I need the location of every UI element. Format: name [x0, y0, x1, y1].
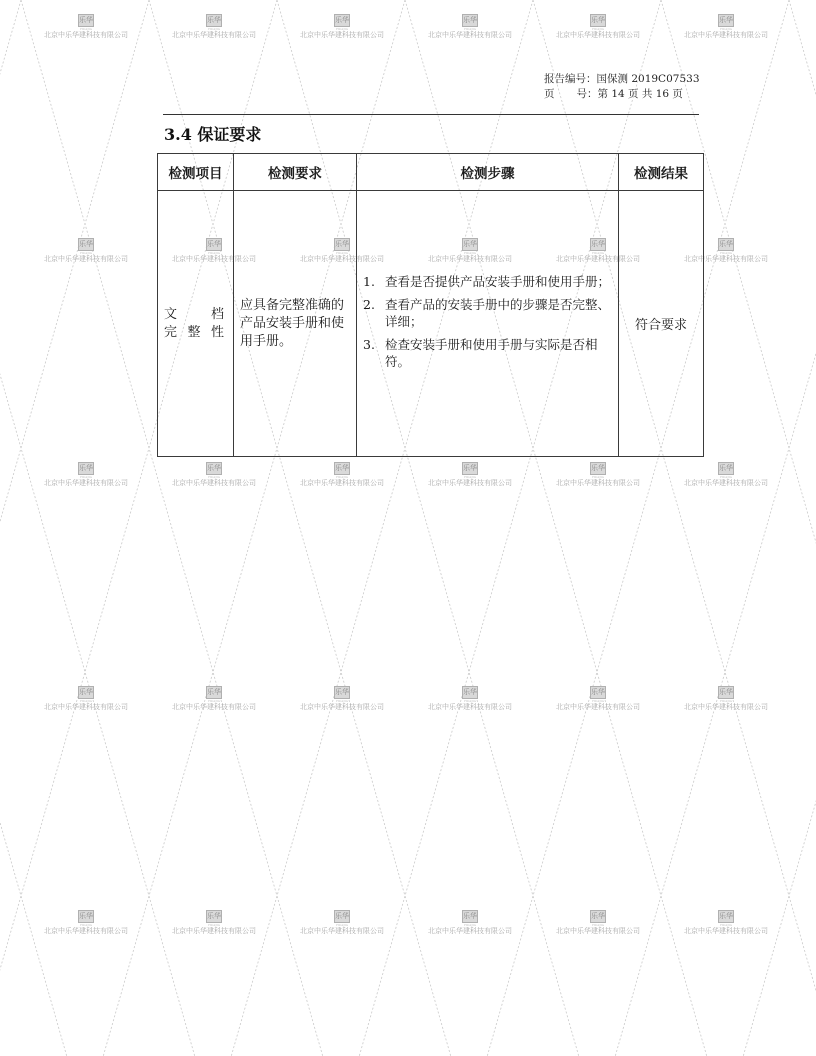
watermark-logo-icon: 乐华 — [78, 462, 94, 475]
watermark-company-name: 北京中乐华建科技有限公司 — [44, 479, 128, 487]
watermark-logo-subtext: HUAJIA — [336, 923, 348, 927]
watermark-logo-subtext: HUAJIA — [464, 251, 476, 255]
watermark-logo-subtext: HUAJIA — [208, 475, 220, 479]
watermark-company-name: 北京中乐华建科技有限公司 — [684, 703, 768, 711]
header-divider — [163, 114, 699, 115]
watermark-company-name: 北京中乐华建科技有限公司 — [172, 927, 256, 935]
watermark-logo-icon: 乐华 — [334, 910, 350, 923]
report-header — [544, 72, 700, 102]
watermark-logo-subtext: HUAJIA — [80, 923, 92, 927]
watermark-company-name: 北京中乐华建科技有限公司 — [428, 31, 512, 39]
watermark-logo-icon: 乐华 — [334, 238, 350, 251]
watermark-logo-icon: 乐华 — [718, 238, 734, 251]
watermark-company-name: 北京中乐华建科技有限公司 — [300, 703, 384, 711]
watermark-logo-subtext: HUAJIA — [464, 699, 476, 703]
watermark-logo-subtext: HUAJIA — [336, 251, 348, 255]
watermark-company-name: 北京中乐华建科技有限公司 — [44, 255, 128, 263]
watermark-logo-icon: 乐华 — [590, 910, 606, 923]
page-label-2: 号： — [576, 88, 598, 100]
watermark-company-name: 北京中乐华建科技有限公司 — [428, 255, 512, 263]
watermark-company-name: 北京中乐华建科技有限公司 — [684, 31, 768, 39]
watermark-logo-icon: 乐华 — [718, 462, 734, 475]
watermark-logo-icon: 乐华 — [462, 686, 478, 699]
watermark-company-name: 北京中乐华建科技有限公司 — [44, 703, 128, 711]
watermark-logo-subtext: HUAJIA — [80, 475, 92, 479]
watermark-logo-subtext: HUAJIA — [720, 251, 732, 255]
watermark-logo-subtext: HUAJIA — [720, 27, 732, 31]
report-number-label: 报告编号： — [544, 73, 597, 85]
watermark-company-name: 北京中乐华建科技有限公司 — [556, 31, 640, 39]
requirements-table — [157, 153, 704, 457]
watermark-company-name: 北京中乐华建科技有限公司 — [428, 479, 512, 487]
test-item-line-2: 完 整 性 — [164, 324, 224, 340]
watermark-company-name: 北京中乐华建科技有限公司 — [428, 927, 512, 935]
watermark-line — [0, 0, 67, 1056]
watermark-logo-subtext: HUAJIA — [208, 27, 220, 31]
watermark-logo-icon: 乐华 — [78, 910, 94, 923]
watermark-company-name: 北京中乐华建科技有限公司 — [556, 703, 640, 711]
watermark-logo-icon: 乐华 — [590, 686, 606, 699]
watermark-line — [0, 0, 149, 1056]
table-row — [158, 191, 704, 457]
header-test-item: 检测项目 — [158, 154, 234, 191]
report-number-row — [544, 72, 700, 87]
watermark-company-name: 北京中乐华建科技有限公司 — [684, 927, 768, 935]
header-test-requirement: 检测要求 — [234, 154, 357, 191]
page-number-row — [544, 87, 700, 102]
watermark-company-name: 北京中乐华建科技有限公司 — [44, 927, 128, 935]
watermark-company-name: 北京中乐华建科技有限公司 — [556, 255, 640, 263]
watermark-logo-icon: 乐华 — [206, 910, 222, 923]
watermark-logo-icon: 乐华 — [590, 238, 606, 251]
watermark-logo-subtext: HUAJIA — [464, 27, 476, 31]
watermark-company-name: 北京中乐华建科技有限公司 — [44, 31, 128, 39]
watermark-logo-icon: 乐华 — [206, 462, 222, 475]
watermark-logo-subtext: HUAJIA — [720, 699, 732, 703]
test-item-cell — [158, 191, 234, 457]
watermark-logo-icon: 乐华 — [78, 14, 94, 27]
watermark-company-name: 北京中乐华建科技有限公司 — [300, 479, 384, 487]
watermark-logo-icon: 乐华 — [206, 238, 222, 251]
watermark-logo-subtext: HUAJIA — [720, 923, 732, 927]
watermark-logo-subtext: HUAJIA — [592, 475, 604, 479]
watermark-logo-icon: 乐华 — [334, 14, 350, 27]
watermark-company-name: 北京中乐华建科技有限公司 — [684, 479, 768, 487]
watermark-logo-subtext: HUAJIA — [336, 475, 348, 479]
watermark-logo-icon: 乐华 — [718, 686, 734, 699]
test-result-cell: 符合要求 — [619, 191, 704, 457]
watermark-logo-icon: 乐华 — [590, 462, 606, 475]
header-test-steps: 检测步骤 — [357, 154, 619, 191]
watermark-logo-icon: 乐华 — [590, 14, 606, 27]
watermark-company-name: 北京中乐华建科技有限公司 — [300, 927, 384, 935]
watermark-line — [0, 0, 21, 1056]
watermark-logo-subtext: HUAJIA — [80, 251, 92, 255]
watermark-company-name: 北京中乐华建科技有限公司 — [684, 255, 768, 263]
watermark-company-name: 北京中乐华建科技有限公司 — [300, 255, 384, 263]
watermark-logo-subtext: HUAJIA — [592, 923, 604, 927]
watermark-company-name: 北京中乐华建科技有限公司 — [172, 479, 256, 487]
watermark-logo-subtext: HUAJIA — [336, 699, 348, 703]
watermark-company-name: 北京中乐华建科技有限公司 — [428, 703, 512, 711]
watermark-logo-icon: 乐华 — [462, 462, 478, 475]
watermark-logo-subtext: HUAJIA — [464, 475, 476, 479]
watermark-logo-subtext: HUAJIA — [208, 699, 220, 703]
watermark-logo-icon: 乐华 — [462, 14, 478, 27]
section-title: 3.4 保证要求 — [164, 125, 262, 144]
watermark-logo-subtext: HUAJIA — [336, 27, 348, 31]
watermark-logo-icon: 乐华 — [334, 686, 350, 699]
test-item-line-1: 文 档 — [164, 306, 224, 322]
watermark-logo-subtext: HUAJIA — [80, 699, 92, 703]
page-label-1: 页 — [544, 88, 555, 100]
watermark-logo-icon: 乐华 — [206, 686, 222, 699]
header-test-result: 检测结果 — [619, 154, 704, 191]
watermark-logo-subtext: HUAJIA — [208, 251, 220, 255]
watermark-company-name: 北京中乐华建科技有限公司 — [300, 31, 384, 39]
watermark-logo-subtext: HUAJIA — [592, 251, 604, 255]
watermark-logo-subtext: HUAJIA — [592, 699, 604, 703]
step-item: 1. 查看是否提供产品安装手册和使用手册； — [363, 274, 611, 289]
page-info: 第 14 页 共 16 页 — [597, 88, 683, 100]
watermark-logo-subtext: HUAJIA — [720, 475, 732, 479]
watermark-company-name: 北京中乐华建科技有限公司 — [172, 31, 256, 39]
watermark-line — [743, 0, 816, 1056]
test-requirement-cell: 应具备完整准确的产品安装手册和使用手册。 — [234, 191, 357, 457]
watermark-logo-subtext: HUAJIA — [464, 923, 476, 927]
watermark-company-name: 北京中乐华建科技有限公司 — [556, 927, 640, 935]
watermark-company-name: 北京中乐华建科技有限公司 — [172, 255, 256, 263]
watermark-logo-icon: 乐华 — [78, 686, 94, 699]
step-item: 3. 检查安装手册和使用手册与实际是否相符。 — [363, 337, 598, 369]
steps-list — [363, 273, 612, 370]
watermark-logo-subtext: HUAJIA — [208, 923, 220, 927]
watermark-logo-icon: 乐华 — [462, 910, 478, 923]
watermark-logo-icon: 乐华 — [462, 238, 478, 251]
test-steps-cell — [357, 191, 619, 457]
step-item: 2. 查看产品的安装手册中的步骤是否完整、详细； — [363, 297, 611, 329]
watermark-logo-icon: 乐华 — [206, 14, 222, 27]
watermark-company-name: 北京中乐华建科技有限公司 — [172, 703, 256, 711]
watermark-logo-subtext: HUAJIA — [592, 27, 604, 31]
watermark-logo-subtext: HUAJIA — [80, 27, 92, 31]
watermark-logo-icon: 乐华 — [718, 910, 734, 923]
watermark-logo-icon: 乐华 — [718, 14, 734, 27]
watermark-logo-icon: 乐华 — [334, 462, 350, 475]
table-header-row — [158, 154, 704, 191]
watermark-company-name: 北京中乐华建科技有限公司 — [556, 479, 640, 487]
report-number: 国保测 2019C07533 — [596, 73, 700, 85]
watermark-logo-icon: 乐华 — [78, 238, 94, 251]
